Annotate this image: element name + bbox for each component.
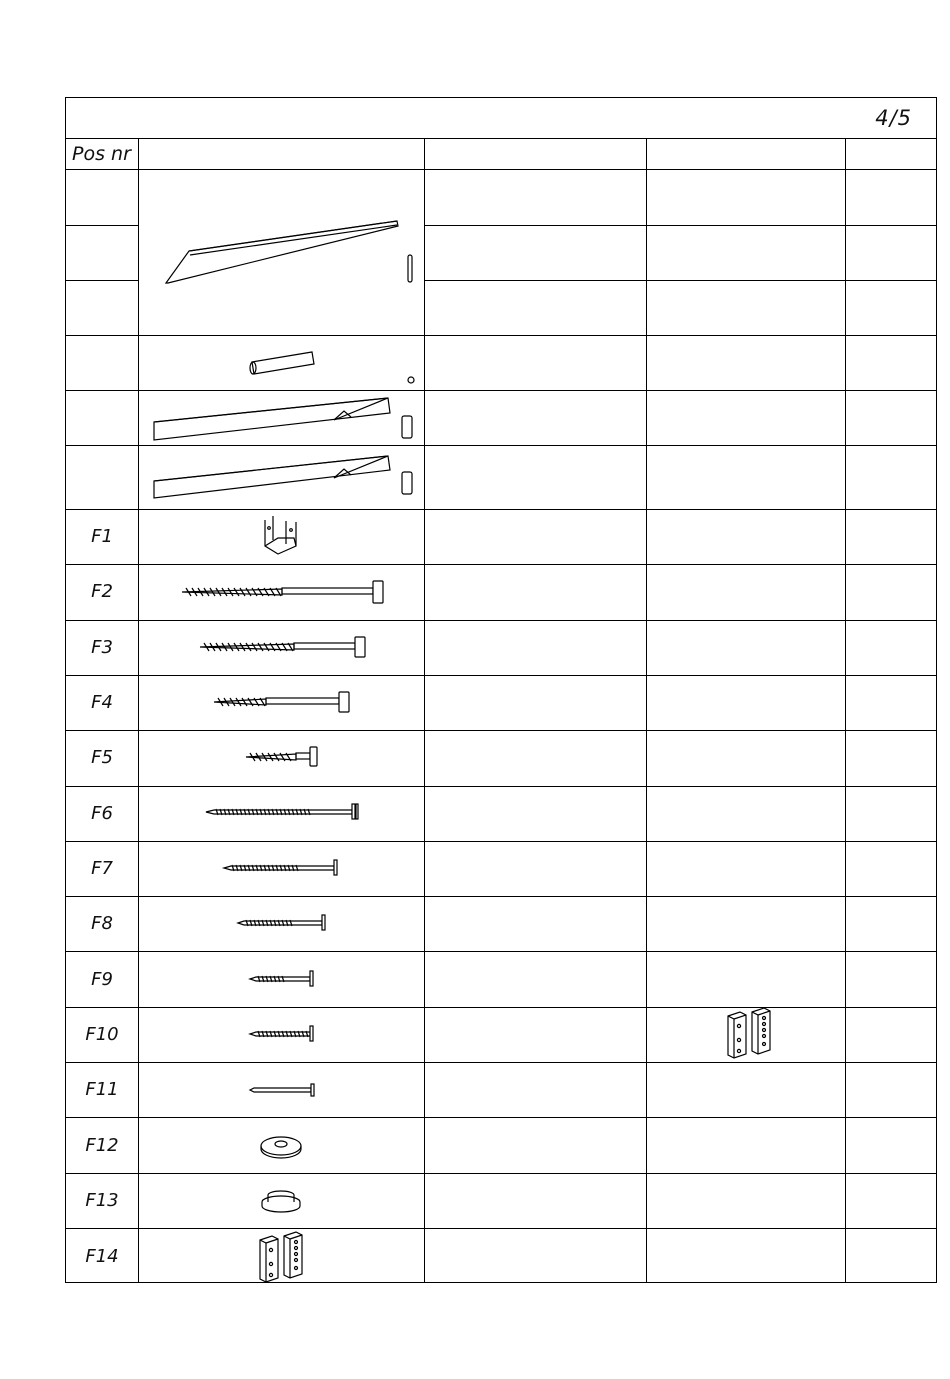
washer-icon (261, 1137, 301, 1158)
connector-plates-icon (728, 1008, 770, 1058)
u-bracket-icon (265, 516, 296, 554)
pos-label: F9 (91, 969, 113, 990)
pos-label: F1 (91, 526, 113, 547)
pos-label: F10 (85, 1024, 119, 1045)
long-board-icon (166, 221, 412, 283)
wood-screw-icon (238, 915, 325, 930)
nail-icon (250, 1084, 314, 1096)
pos-label: F6 (91, 803, 113, 824)
pos-label: F11 (85, 1079, 119, 1100)
page-number: 4/5 (875, 106, 912, 130)
cap-icon (262, 1191, 300, 1212)
pos-label: F5 (91, 747, 113, 768)
lag-screw-icon (246, 747, 317, 766)
pos-label: F2 (91, 581, 113, 602)
connector-plates-icon (260, 1232, 302, 1282)
parts-list-sheet (65, 97, 937, 1283)
pos-label: F12 (85, 1135, 119, 1156)
wood-screw-icon (224, 860, 337, 875)
notched-beam-icon (154, 456, 412, 498)
pos-label: F4 (91, 692, 113, 713)
wood-screw-icon (250, 1026, 313, 1041)
pos-label: F8 (91, 913, 113, 934)
pos-label: F13 (85, 1190, 119, 1211)
pos-label: F3 (91, 637, 113, 658)
pos-label: F7 (91, 858, 113, 879)
lag-screw-icon (200, 637, 365, 657)
wood-screw-icon (250, 971, 313, 986)
lag-screw-icon (182, 581, 383, 603)
notched-beam-icon (154, 398, 412, 440)
pos-nr-header: Pos nr (72, 143, 131, 165)
dowel-icon (250, 352, 414, 383)
pos-label: F14 (85, 1246, 119, 1267)
lag-screw-icon (214, 692, 349, 712)
wood-screw-icon (206, 804, 358, 819)
